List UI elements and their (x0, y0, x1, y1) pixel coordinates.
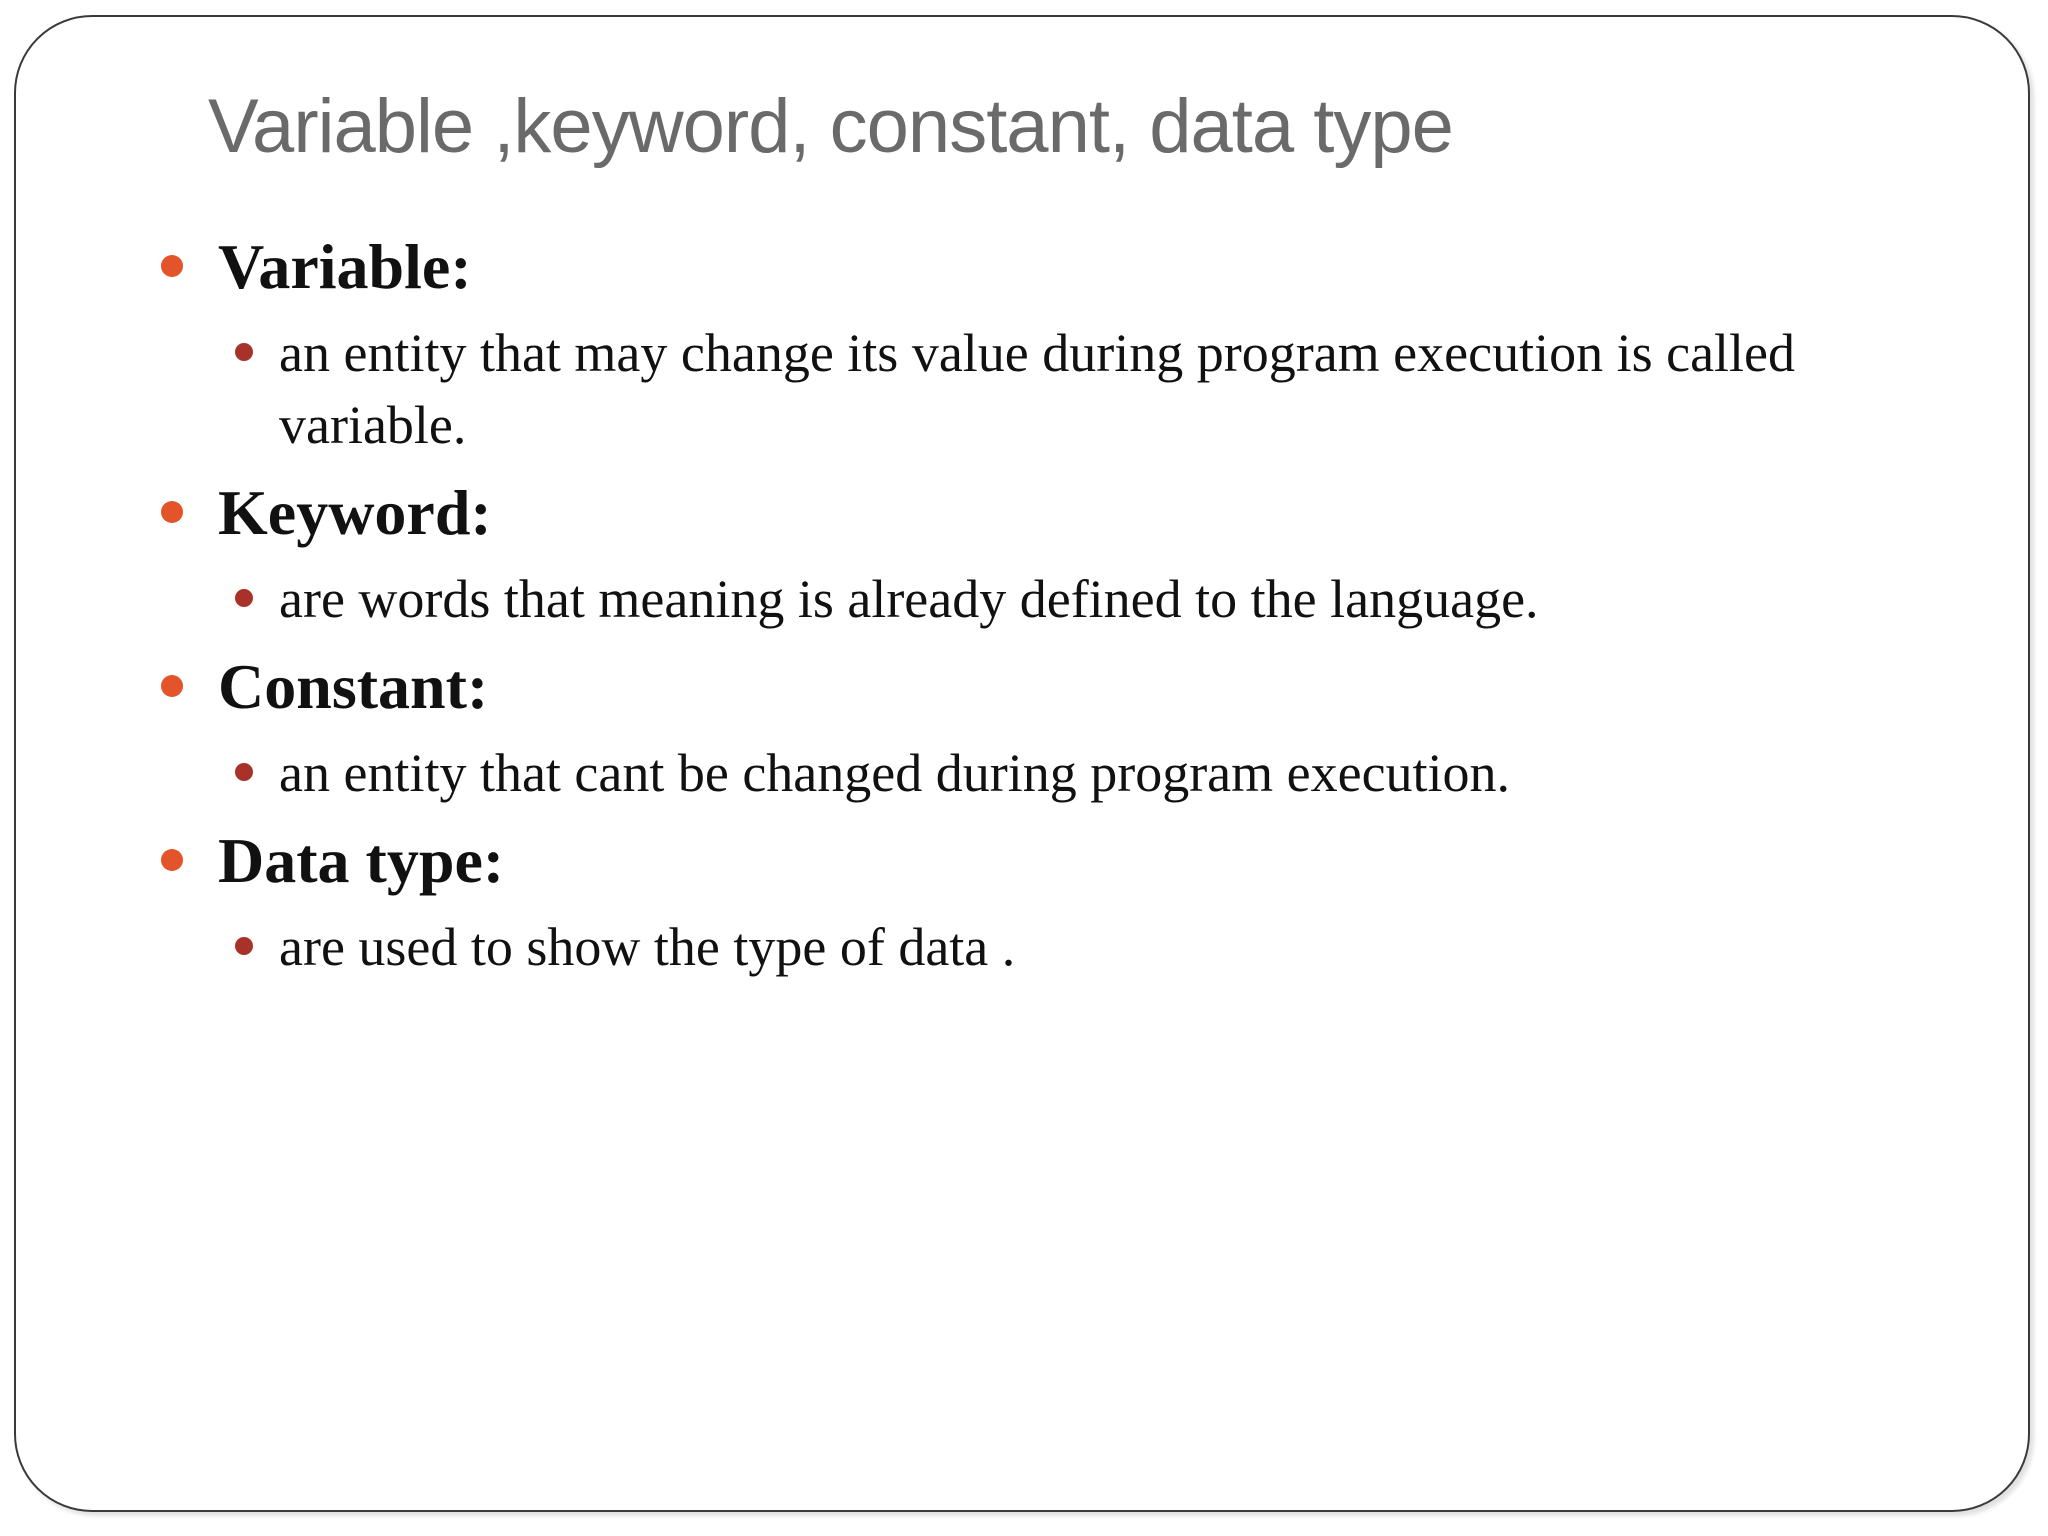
slide-title: Variable ,keyword, constant, data type (208, 84, 1453, 169)
bullet-term-keyword (161, 473, 1941, 553)
red-bullet-icon (235, 763, 253, 781)
definition-text: an entity that may change its value during program execution is called variable. (279, 323, 1796, 455)
definition-text: are words that meaning is already defined to the language. (279, 569, 1539, 629)
red-bullet-icon (235, 589, 253, 607)
orange-bullet-icon (161, 849, 183, 871)
bullet-list (161, 227, 1941, 995)
bullet-definition-data-type (161, 911, 1941, 983)
bullet-definition-constant (161, 737, 1941, 809)
definition-text: are used to show the type of data . (279, 917, 1016, 977)
orange-bullet-icon (161, 501, 183, 523)
orange-bullet-icon (161, 675, 183, 697)
definition-text: an entity that cant be changed during program execution. (279, 743, 1511, 803)
bullet-definition-keyword (161, 563, 1941, 635)
bullet-definition-variable (161, 317, 1941, 461)
term-label: Keyword: (218, 477, 492, 548)
red-bullet-icon (235, 343, 253, 361)
bullet-term-data-type (161, 821, 1941, 901)
term-label: Constant: (218, 651, 489, 722)
bullet-term-variable (161, 227, 1941, 307)
orange-bullet-icon (161, 255, 183, 277)
bullet-term-constant (161, 647, 1941, 727)
term-label: Data type: (218, 825, 505, 896)
term-label: Variable: (218, 231, 472, 302)
red-bullet-icon (235, 937, 253, 955)
slide-frame (14, 15, 2030, 1512)
